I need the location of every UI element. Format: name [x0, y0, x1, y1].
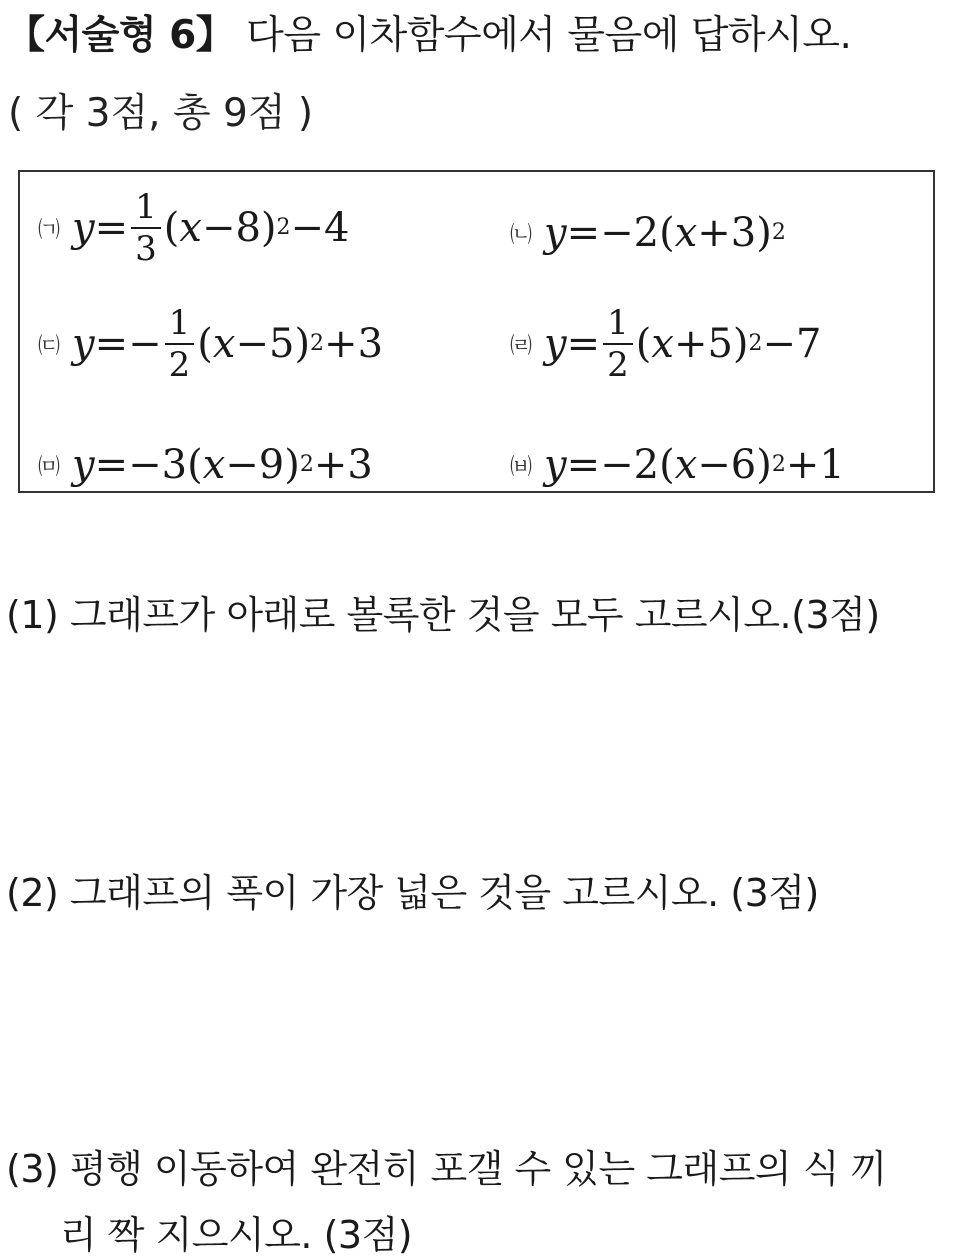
equation-operator: −	[225, 442, 259, 488]
problem-instruction: 다음 이차함수에서 물음에 답하시오.	[246, 13, 852, 58]
equals-sign: =	[94, 205, 129, 251]
equation-constant: 8	[235, 205, 261, 251]
fraction-numerator: 1	[165, 306, 195, 345]
problem-tag: 【서술형 6】	[6, 13, 235, 58]
equation-operator: +	[673, 321, 708, 367]
equation-operator: −	[235, 321, 269, 367]
fraction	[165, 303, 195, 385]
equation-variable: x	[651, 321, 674, 367]
equation-label: ㈀	[38, 217, 61, 243]
equals-sign: =	[566, 210, 601, 256]
equation-rieul: ㈃ y = $\frac{1}{2}$ ( x + 5 ) 2 −7	[510, 303, 822, 385]
equation-tail: −4	[290, 205, 350, 251]
equals-sign: =	[94, 321, 129, 367]
equation-mieum: ㈄ y = − 3 ( x − 9 ) 2 +3	[38, 442, 373, 488]
fraction	[603, 303, 633, 385]
points-note: ( 각 3점, 총 9점 )	[8, 91, 314, 136]
equation-lhs: y	[544, 321, 567, 367]
equation-digeut: ㈂ y = − $\frac{1}{2}$ ( x − 5 ) 2 +3	[38, 303, 384, 385]
equation-operator: −	[201, 205, 236, 251]
equation-constant: 3	[730, 210, 757, 256]
equals-sign: =	[566, 442, 601, 488]
equation-lhs: y	[72, 442, 95, 488]
equation-sign: −	[600, 210, 634, 256]
equations-box	[18, 170, 935, 493]
equation-coefficient: 3	[161, 442, 188, 488]
question-3-line-1: (3) 평행 이동하여 완전히 포갤 수 있는 그래프의 식 끼	[6, 1147, 887, 1191]
equation-variable: x	[202, 442, 226, 488]
equation-label: ㈁	[510, 222, 533, 248]
fraction-numerator: 1	[603, 306, 633, 345]
equation-constant: 5	[268, 321, 295, 367]
problem-title	[6, 4, 851, 60]
question-2: (2) 그래프의 폭이 가장 넓은 것을 고르시오. (3점)	[6, 871, 819, 915]
equation-tail: +1	[785, 442, 845, 488]
equation-variable: x	[674, 442, 698, 488]
equation-coefficient: 2	[633, 210, 660, 256]
equation-coefficient: 2	[633, 442, 660, 488]
equation-lhs: y	[72, 205, 95, 251]
equation-label: ㈃	[510, 333, 533, 359]
fraction-denominator: 3	[135, 229, 157, 269]
equation-operator: +	[697, 210, 731, 256]
equation-tail: −7	[762, 321, 822, 367]
equation-sign: −	[128, 442, 162, 488]
equation-lhs: y	[544, 442, 567, 488]
fraction-denominator: 2	[607, 345, 629, 385]
equation-tail: +3	[324, 321, 384, 367]
question-1: (1) 그래프가 아래로 볼록한 것을 모두 고르시오.(3점)	[6, 593, 880, 637]
equation-constant: 9	[258, 442, 285, 488]
equation-constant: 6	[730, 442, 757, 488]
equation-sign: −	[128, 321, 162, 367]
fraction-denominator: 2	[168, 345, 191, 385]
fraction-numerator: 1	[131, 190, 161, 229]
equation-nieun: ㈁ y = − 2 ( x + 3 ) 2	[510, 210, 786, 256]
equals-sign: =	[94, 442, 129, 488]
equation-label: ㈄	[38, 454, 61, 480]
equation-lhs: y	[544, 210, 567, 256]
fraction	[131, 187, 161, 269]
equation-label: ㈅	[510, 454, 533, 480]
equals-sign: =	[566, 321, 601, 367]
equation-operator: −	[697, 442, 731, 488]
equation-constant: 5	[707, 321, 733, 367]
equation-tail: +3	[313, 442, 373, 488]
question-3-line-2: 리 짝 지으시오. (3점)	[60, 1213, 413, 1257]
equation-variable: x	[212, 321, 236, 367]
equation-sign: −	[600, 442, 634, 488]
equation-label: ㈂	[38, 333, 61, 359]
equation-bieup: ㈅ y = − 2 ( x − 6 ) 2 +1	[510, 442, 845, 488]
equation-giyeok: ㈀ y = $\frac{1}{3}$ ( x − 8 ) 2 −4	[38, 187, 350, 269]
equation-lhs: y	[72, 321, 95, 367]
equation-variable: x	[674, 210, 698, 256]
equation-variable: x	[179, 205, 202, 251]
